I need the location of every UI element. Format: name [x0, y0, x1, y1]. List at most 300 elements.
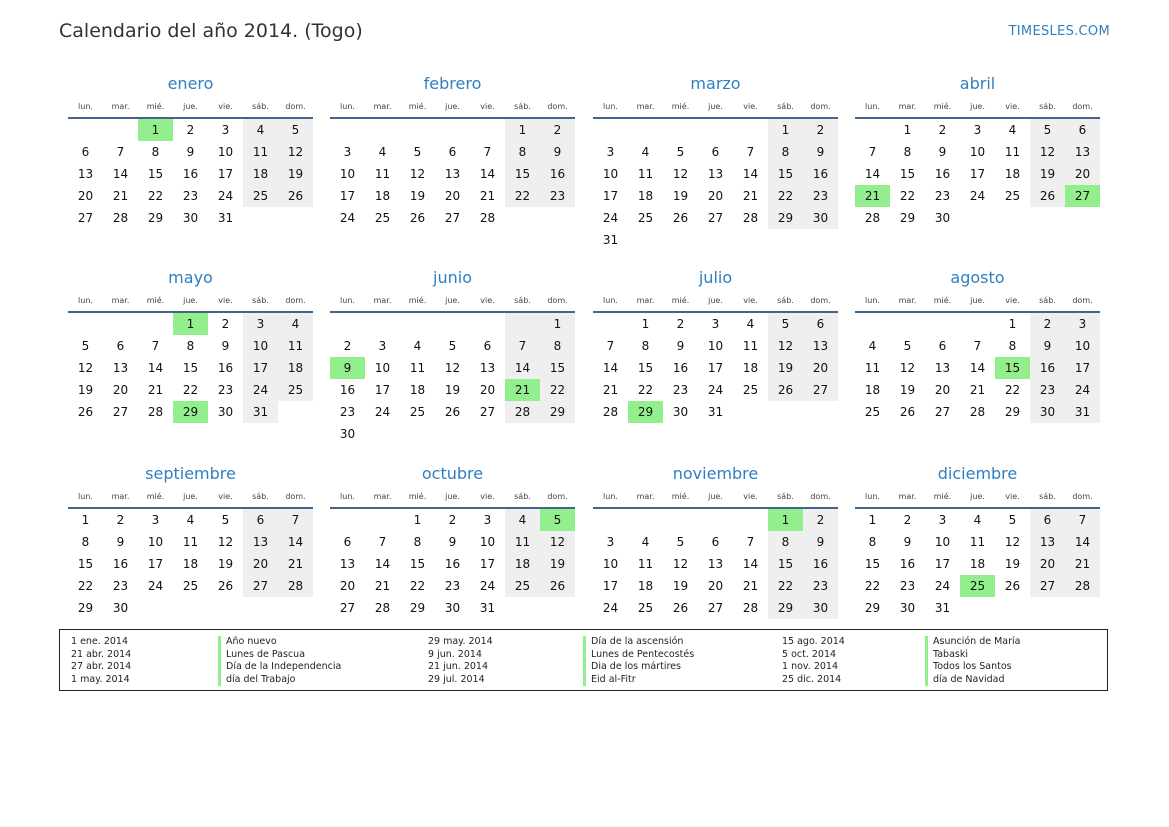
day-cell: 30 [803, 207, 838, 229]
day-cell: 16 [899, 557, 916, 571]
day-cell: 28 [742, 211, 759, 225]
day-cell: 27 [803, 379, 838, 401]
day-cell: 20 [1065, 163, 1100, 185]
empty-cell [663, 229, 698, 251]
empty-cell [733, 119, 768, 141]
day-cell: 18 [505, 553, 540, 575]
day-cell: 2 [676, 317, 685, 331]
holiday-name: Día de la Independencia [218, 661, 341, 674]
day-cell: 11 [374, 167, 391, 181]
day-cell: 10 [243, 335, 278, 357]
day-cell: 19 [77, 383, 94, 397]
empty-cell [628, 229, 663, 251]
holiday-day: 29 [628, 401, 663, 423]
day-cell: 22 [77, 579, 94, 593]
day-grid [593, 119, 838, 251]
day-cell: 6 [243, 509, 278, 531]
day-cell: 18 [864, 383, 881, 397]
day-cell: 29 [1004, 405, 1021, 419]
day-cell: 4 [186, 513, 195, 527]
weekday-label: jue. [445, 492, 460, 501]
day-cell: 29 [864, 601, 881, 615]
day-cell: 2 [540, 119, 575, 141]
weekday-label: jue. [183, 102, 198, 111]
day-cell: 22 [505, 185, 540, 207]
day-cell: 12 [217, 535, 234, 549]
day-cell: 24 [707, 383, 724, 397]
day-cell: 16 [182, 167, 199, 181]
day-cell: 5 [278, 119, 313, 141]
empty-cell [960, 207, 995, 229]
day-cell: 28 [602, 405, 619, 419]
day-cell: 14 [479, 167, 496, 181]
day-cell: 19 [1004, 557, 1021, 571]
day-cell: 23 [899, 579, 916, 593]
day-cell: 29 [768, 207, 803, 229]
weekday-label: lun. [603, 492, 618, 501]
empty-cell [278, 597, 313, 619]
weekday-label: mié. [146, 492, 165, 501]
day-cell: 6 [116, 339, 125, 353]
empty-cell [855, 313, 890, 335]
holiday-names-column [218, 636, 341, 686]
weekday-label: jue. [708, 492, 723, 501]
day-cell: 18 [374, 189, 391, 203]
month-name: noviembre [672, 464, 759, 483]
holiday-name: Asunción de María [925, 636, 1021, 649]
empty-cell [960, 313, 995, 335]
day-cell: 6 [81, 145, 90, 159]
holiday-date: 5 oct. 2014 [782, 648, 837, 660]
day-cell: 21 [1065, 553, 1100, 575]
day-cell: 1 [81, 513, 90, 527]
day-cell: 29 [768, 597, 803, 619]
weekday-label: lun. [78, 492, 93, 501]
day-cell: 23 [803, 185, 838, 207]
day-cell: 9 [1030, 335, 1065, 357]
month-name: septiembre [145, 464, 236, 483]
day-cell: 4 [505, 509, 540, 531]
weekday-label: sáb. [1039, 296, 1056, 305]
day-cell: 13 [339, 557, 356, 571]
day-cell: 2 [116, 513, 125, 527]
weekday-label: mar. [111, 492, 130, 501]
empty-cell [995, 597, 1030, 619]
weekday-label: mar. [636, 102, 655, 111]
day-cell: 22 [899, 189, 916, 203]
day-cell: 10 [602, 557, 619, 571]
day-cell: 7 [505, 335, 540, 357]
day-cell: 25 [637, 211, 654, 225]
empty-cell [435, 423, 470, 445]
brand-link[interactable]: TIMESLES.COM [1008, 24, 1110, 39]
day-cell: 13 [243, 531, 278, 553]
day-cell: 7 [378, 535, 387, 549]
day-cell: 26 [672, 211, 689, 225]
day-cell: 4 [973, 513, 982, 527]
day-grid [593, 509, 838, 619]
day-cell: 5 [676, 535, 685, 549]
day-cell: 26 [540, 575, 575, 597]
holiday-date: 21 jun. 2014 [428, 661, 489, 672]
holiday-names-column [925, 636, 1021, 686]
empty-cell [733, 401, 768, 423]
day-cell: 22 [768, 185, 803, 207]
day-cell: 24 [479, 579, 496, 593]
day-cell: 25 [742, 383, 759, 397]
day-cell: 8 [768, 141, 803, 163]
empty-cell [278, 401, 313, 423]
month-name: julio [698, 268, 733, 287]
day-cell: 3 [1065, 313, 1100, 335]
day-cell: 23 [444, 579, 461, 593]
holiday-date: 1 nov. 2014 [782, 661, 838, 672]
day-cell: 4 [378, 145, 387, 159]
day-cell: 3 [606, 535, 615, 549]
holiday-dates-column [428, 636, 493, 686]
weekday-header [68, 97, 313, 119]
day-cell: 3 [151, 513, 160, 527]
day-cell: 16 [1030, 357, 1065, 379]
day-cell: 21 [742, 189, 759, 203]
day-cell: 21 [112, 189, 129, 203]
day-cell: 3 [483, 513, 492, 527]
day-cell: 5 [81, 339, 90, 353]
weekday-label: sáb. [1039, 102, 1056, 111]
weekday-label: dom. [1072, 492, 1093, 501]
weekday-label: vie. [480, 492, 495, 501]
day-cell: 3 [343, 145, 352, 159]
month-mayo [68, 267, 313, 423]
weekday-label: sáb. [777, 296, 794, 305]
day-cell: 9 [186, 145, 195, 159]
day-cell: 18 [969, 557, 986, 571]
day-cell: 14 [1065, 531, 1100, 553]
empty-cell [330, 119, 365, 141]
day-cell: 31 [243, 401, 278, 423]
day-cell: 8 [641, 339, 650, 353]
empty-cell [593, 509, 628, 531]
month-name: marzo [690, 74, 741, 93]
empty-cell [540, 207, 575, 229]
holiday-name: Todos los Santos [925, 661, 1021, 674]
weekday-label: vie. [480, 102, 495, 111]
weekday-label: jue. [970, 296, 985, 305]
day-cell: 2 [343, 339, 352, 353]
day-cell: 8 [1008, 339, 1017, 353]
day-cell: 14 [147, 361, 164, 375]
day-cell: 12 [672, 557, 689, 571]
empty-cell [890, 313, 925, 335]
month-septiembre [68, 463, 313, 619]
day-cell: 19 [278, 163, 313, 185]
holiday-day: 5 [540, 509, 575, 531]
day-cell: 19 [672, 579, 689, 593]
empty-cell [1065, 207, 1100, 229]
weekday-label: vie. [1005, 102, 1020, 111]
weekday-label: dom. [810, 296, 831, 305]
month-name: febrero [423, 74, 482, 93]
day-cell: 16 [112, 557, 129, 571]
empty-cell [243, 207, 278, 229]
weekday-label: mié. [933, 102, 952, 111]
day-cell: 5 [221, 513, 230, 527]
day-cell: 22 [182, 383, 199, 397]
holiday-name: Día de la ascensión [583, 636, 694, 649]
day-cell: 12 [1004, 535, 1021, 549]
day-cell: 26 [77, 405, 94, 419]
weekday-label: mar. [898, 492, 917, 501]
weekday-label: jue. [970, 102, 985, 111]
holiday-day: 21 [505, 379, 540, 401]
weekday-label: vie. [1005, 296, 1020, 305]
weekday-label: mié. [933, 492, 952, 501]
holiday-name: Lunes de Pascua [218, 649, 341, 662]
empty-cell [505, 207, 540, 229]
day-cell: 10 [707, 339, 724, 353]
day-cell: 21 [969, 383, 986, 397]
weekday-label: jue. [708, 102, 723, 111]
day-cell: 15 [540, 357, 575, 379]
day-cell: 24 [1065, 379, 1100, 401]
empty-cell [365, 423, 400, 445]
weekday-label: sáb. [777, 492, 794, 501]
day-cell: 11 [505, 531, 540, 553]
day-grid [855, 509, 1100, 619]
day-cell: 8 [768, 531, 803, 553]
weekday-label: mar. [111, 296, 130, 305]
day-cell: 23 [1030, 379, 1065, 401]
day-cell: 14 [374, 557, 391, 571]
day-cell: 2 [803, 509, 838, 531]
day-cell: 15 [768, 163, 803, 185]
page-title: Calendario del año 2014. (Togo) [59, 20, 363, 42]
day-cell: 6 [1030, 509, 1065, 531]
day-cell: 15 [409, 557, 426, 571]
day-cell: 29 [540, 401, 575, 423]
day-cell: 20 [707, 189, 724, 203]
day-cell: 28 [147, 405, 164, 419]
weekday-label: jue. [445, 102, 460, 111]
weekday-label: mié. [146, 296, 165, 305]
day-cell: 17 [243, 357, 278, 379]
day-cell: 3 [973, 123, 982, 137]
empty-cell [540, 597, 575, 619]
day-cell: 1 [903, 123, 912, 137]
day-cell: 1 [1008, 317, 1017, 331]
holiday-date: 21 abr. 2014 [71, 648, 132, 660]
weekday-label: lun. [865, 102, 880, 111]
weekday-label: vie. [480, 296, 495, 305]
day-cell: 13 [707, 557, 724, 571]
weekday-label: jue. [183, 296, 198, 305]
day-cell: 14 [505, 357, 540, 379]
day-cell: 24 [969, 189, 986, 203]
day-cell: 4 [868, 339, 877, 353]
day-cell: 5 [768, 313, 803, 335]
day-cell: 29 [147, 211, 164, 225]
holiday-name: Dia de los mártires [583, 661, 694, 674]
day-cell: 26 [444, 405, 461, 419]
day-cell: 15 [864, 557, 881, 571]
day-cell: 25 [278, 379, 313, 401]
month-name: enero [167, 74, 214, 93]
day-cell: 7 [868, 145, 877, 159]
day-cell: 25 [182, 579, 199, 593]
weekday-header [68, 487, 313, 509]
day-cell: 17 [339, 189, 356, 203]
day-cell: 19 [672, 189, 689, 203]
empty-cell [593, 313, 628, 335]
day-cell: 1 [641, 317, 650, 331]
empty-cell [208, 597, 243, 619]
empty-cell [278, 207, 313, 229]
weekday-label: dom. [810, 492, 831, 501]
day-cell: 13 [112, 361, 129, 375]
weekday-label: lun. [340, 296, 355, 305]
day-cell: 8 [903, 145, 912, 159]
day-cell: 9 [903, 535, 912, 549]
empty-cell [505, 597, 540, 619]
day-cell: 28 [112, 211, 129, 225]
weekday-label: vie. [743, 296, 758, 305]
day-cell: 7 [746, 145, 755, 159]
empty-cell [138, 597, 173, 619]
day-cell: 11 [637, 557, 654, 571]
month-noviembre [593, 463, 838, 619]
empty-cell [365, 119, 400, 141]
month-enero [68, 73, 313, 229]
day-cell: 26 [768, 379, 803, 401]
day-cell: 23 [217, 383, 234, 397]
day-cell: 10 [479, 535, 496, 549]
day-cell: 14 [112, 167, 129, 181]
weekday-header [593, 487, 838, 509]
weekday-header [855, 97, 1100, 119]
day-cell: 12 [409, 167, 426, 181]
day-cell: 28 [742, 601, 759, 615]
empty-cell [593, 119, 628, 141]
day-cell: 23 [112, 579, 129, 593]
day-cell: 8 [868, 535, 877, 549]
day-cell: 27 [77, 211, 94, 225]
holiday-day: 29 [173, 401, 208, 423]
weekday-label: vie. [218, 296, 233, 305]
day-cell: 28 [278, 575, 313, 597]
day-cell: 28 [479, 211, 496, 225]
weekday-label: sáb. [1039, 492, 1056, 501]
day-cell: 6 [343, 535, 352, 549]
day-cell: 30 [1030, 401, 1065, 423]
weekday-label: mié. [933, 296, 952, 305]
day-cell: 15 [505, 163, 540, 185]
day-cell: 30 [217, 405, 234, 419]
day-cell: 17 [707, 361, 724, 375]
month-name: octubre [421, 464, 484, 483]
day-cell: 27 [112, 405, 129, 419]
day-cell: 26 [217, 579, 234, 593]
day-cell: 11 [742, 339, 759, 353]
day-cell: 16 [540, 163, 575, 185]
day-cell: 8 [151, 145, 160, 159]
day-cell: 9 [676, 339, 685, 353]
day-cell: 10 [969, 145, 986, 159]
day-grid [593, 313, 838, 423]
day-cell: 15 [637, 361, 654, 375]
weekday-label: lun. [865, 296, 880, 305]
day-cell: 13 [1065, 141, 1100, 163]
empty-cell [1030, 597, 1065, 619]
day-cell: 26 [409, 211, 426, 225]
empty-cell [400, 423, 435, 445]
empty-cell [173, 597, 208, 619]
day-cell: 21 [742, 579, 759, 593]
empty-cell [400, 119, 435, 141]
weekday-label: mar. [373, 296, 392, 305]
day-cell: 6 [938, 339, 947, 353]
holiday-names-column [583, 636, 694, 686]
weekday-label: jue. [970, 492, 985, 501]
holiday-day: 15 [995, 357, 1030, 379]
day-cell: 16 [339, 383, 356, 397]
day-cell: 31 [934, 601, 951, 615]
empty-cell [103, 119, 138, 141]
day-cell: 21 [278, 553, 313, 575]
day-cell: 1 [413, 513, 422, 527]
day-cell: 26 [1030, 185, 1065, 207]
day-cell: 22 [864, 579, 881, 593]
day-cell: 21 [602, 383, 619, 397]
day-cell: 31 [1065, 401, 1100, 423]
day-cell: 27 [934, 405, 951, 419]
weekday-label: dom. [547, 102, 568, 111]
weekday-label: dom. [1072, 102, 1093, 111]
day-cell: 18 [1004, 167, 1021, 181]
day-cell: 11 [409, 361, 426, 375]
day-cell: 6 [803, 313, 838, 335]
day-cell: 7 [151, 339, 160, 353]
holiday-date: 1 may. 2014 [71, 673, 130, 685]
empty-cell [330, 313, 365, 335]
weekday-label: mar. [898, 102, 917, 111]
empty-cell [68, 119, 103, 141]
day-cell: 18 [409, 383, 426, 397]
day-cell: 15 [899, 167, 916, 181]
day-cell: 5 [1008, 513, 1017, 527]
weekday-label: dom. [285, 492, 306, 501]
day-cell: 3 [243, 313, 278, 335]
weekday-label: sáb. [252, 102, 269, 111]
holiday-day: 25 [960, 575, 995, 597]
day-cell: 11 [182, 535, 199, 549]
day-cell: 13 [803, 335, 838, 357]
day-cell: 15 [77, 557, 94, 571]
month-julio [593, 267, 838, 423]
day-cell: 2 [448, 513, 457, 527]
empty-cell [698, 119, 733, 141]
day-cell: 24 [602, 601, 619, 615]
weekday-header [593, 97, 838, 119]
empty-cell [995, 207, 1030, 229]
day-cell: 7 [278, 509, 313, 531]
day-cell: 24 [602, 211, 619, 225]
day-cell: 29 [409, 601, 426, 615]
day-cell: 5 [676, 145, 685, 159]
day-cell: 5 [448, 339, 457, 353]
day-cell: 8 [540, 335, 575, 357]
day-cell: 17 [1065, 357, 1100, 379]
day-cell: 17 [217, 167, 234, 181]
